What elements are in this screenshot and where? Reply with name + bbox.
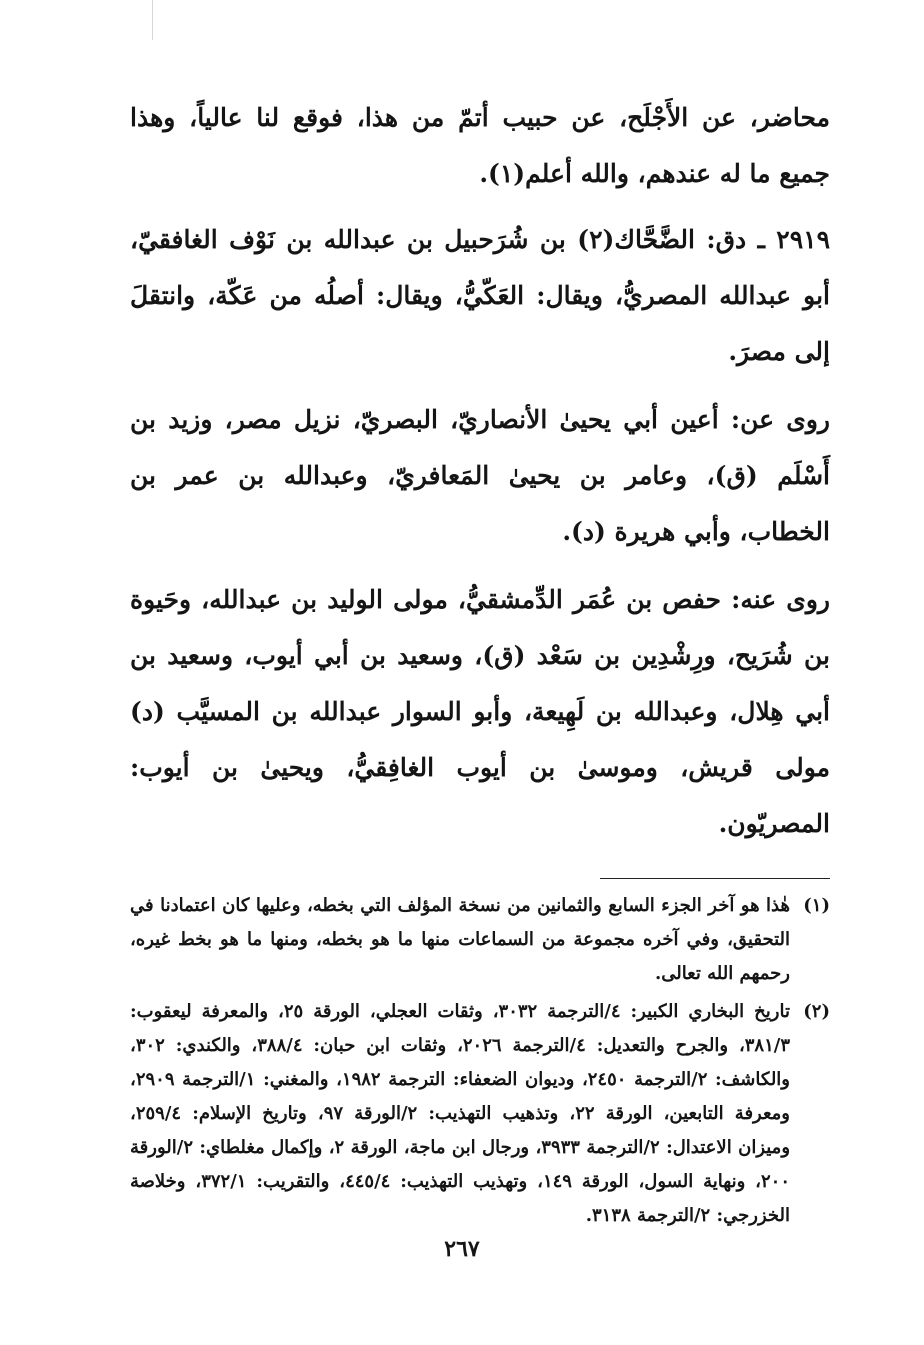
narrated-by-paragraph [130,572,830,852]
narrated-from-label: روى عن: [730,405,830,434]
footnote-text: تاريخ البخاري الكبير: ٤/الترجمة ٣٠٣٢، وثقات العجلي، الورقة ٢٥، والمعرفة ليعقوب: ٣٨١/٣، والجرح والتعديل: ٤/الترجمة ٢٠٢٦، وثقات ابن حبان: ٣٨٨/٤، والكندي: ٣٠٢، والكاشف: ٢/الترجمة ٢٤٥٠، وديوان الضعفاء: الترجمة ١٩٨٢، والمغني: ١/الترجمة ٢٩٠٩، ومعرفة التابعين، الورقة ٢٢، وتذهيب التهذيب: ٢/الورقة ٩٧، وتاريخ الإسلام: ٢٥٩/٤، وميزان الاعتدال: ٢/الترجمة ٣٩٣٣، ورجال ابن ماجة، الورقة ٢، وإكمال مغلطاي: ٢/الورقة ٢٠٠، ونهاية السول، الورقة ١٤٩، وتهذيب التهذيب: ٤٤٥/٤، والتقريب: ٣٧٢/١، وخلاصة الخزرجي: ٢/الترجمة ٣١٣٨. [130,1001,791,1226]
narrated-from-paragraph [130,392,830,560]
narrated-by-text: حفص بن عُمَر الدِّمشقيُّ، مولى الوليد بن عبدالله، وحَيوة بن شُرَيح، ورِشْدِين بن سَعْد (ق)، وسعيد بن أبي أيوب، وسعيد بن أبي هِلال، وعبدالله بن لَهِيعة، وأبو السوار عبدالله بن المسيَّب (د) مولى قريش، وموسىٰ بن أيوب الغافِقيُّ، ويحيىٰ بن أيوب: المصريّون. [130,585,830,838]
page-number: ٢٦٧ [444,1236,480,1262]
page-content [130,90,830,1237]
entry-number: ٢٩١٩ ـ [757,225,830,254]
entry-heading: الضَّحَّاك(٢) بن شُرَحبيل بن عبدالله بن نَوْف الغافقيّ، أبو عبدالله المصريُّ، ويقال: العَكّيُّ، ويقال: أصلُه من عَكّة، وانتقلَ إلى مصرَ. [130,225,830,366]
footnote-2 [130,995,830,1233]
footnote-number: (١) [803,895,830,916]
entry-paragraph [130,212,830,380]
footnote-separator [600,878,830,879]
footnotes [130,889,830,1233]
footnote-number: (٢) [803,1001,830,1022]
footnote-1 [130,889,830,991]
entry-codes: دق: [706,225,747,254]
narrated-from-text: أعين أبي يحيىٰ الأنصاريّ، البصريّ، نزيل مصر، وزيد بن أَسْلَم (ق)، وعامر بن يحيىٰ المَعافريّ، وعبدالله بن عمر بن الخطاب، وأبي هريرة (د). [130,405,830,546]
continuation-paragraph: محاضر، عن الأَجْلَح، عن حبيب أتمّ من هذا، فوقع لنا عالياً، وهذا جميع ما له عندهم، والله أعلم(١). [130,103,830,188]
narrated-by-label: روى عنه: [731,585,830,614]
main-text [130,90,830,852]
footnote-text: هٰذا هو آخر الجزء السابع والثمانين من نسخة المؤلف التي بخطه، وعليها كان اعتمادنا في التحقيق، وفي آخره مجموعة من السماعات منها ما هو بخطه، ومنها ما هو بخط غيره، رحمهم الله تعالى. [130,895,790,984]
scan-edge-mark [152,0,153,40]
